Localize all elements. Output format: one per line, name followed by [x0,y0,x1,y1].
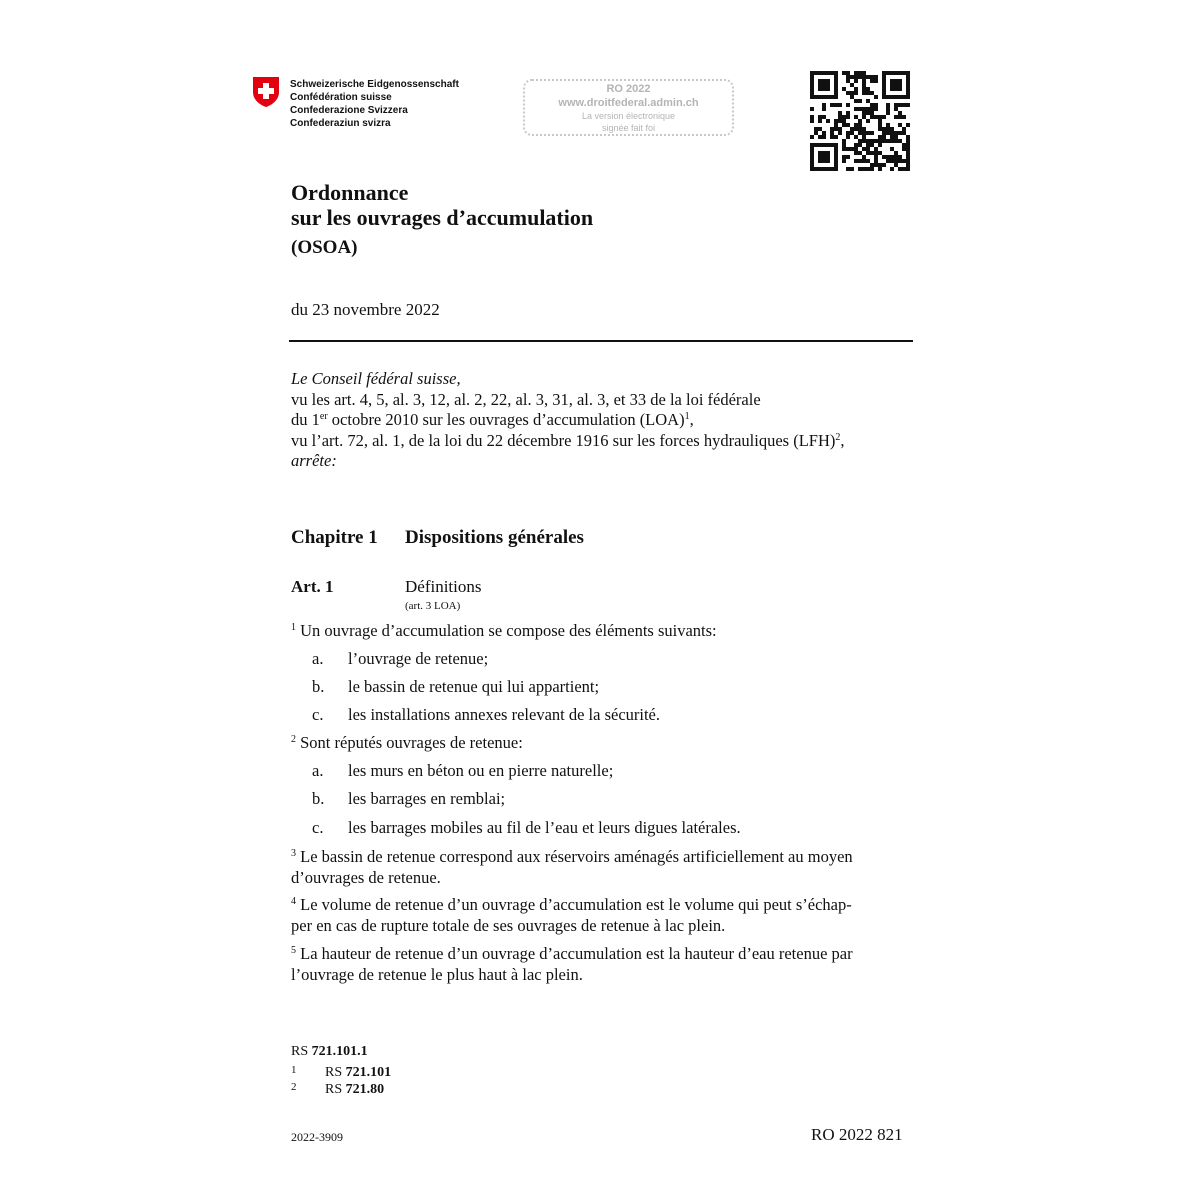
stamp-url: www.droitfederal.admin.ch [558,97,699,109]
preamble-basis-1: vu les art. 4, 5, al. 3, 12, al. 2, 22, al. 3, 31, al. 3, et 33 de la loi fédérale [291,389,761,409]
list-key: b. [312,789,325,808]
list-item [312,789,505,810]
paragraph-3 [291,847,913,888]
list-text: le bassin de retenue qui lui appartient; [348,677,600,696]
list-text: les murs en béton ou en pierre naturelle; [348,761,614,780]
document-code: 2022-3909 [291,1130,343,1144]
swiss-crest-icon [252,76,280,108]
paragraph-text-cont: d’ouvrages de retenue. [291,867,441,887]
paragraph-text-cont: per en cas de rupture totale de ses ouvrages de retenue à lac plein. [291,915,726,935]
punctuation: , [689,410,694,429]
list-item [312,677,599,698]
footnote-prefix: RS [325,1082,346,1097]
title-divider [289,340,913,342]
preamble [291,369,931,472]
preamble-basis-3 [291,431,931,452]
list-text: les barrages mobiles au fil de l’eau et leurs digues latérales. [348,818,741,837]
stamp-note-2: signée fait foi [601,123,656,133]
issuing-authority [290,78,459,130]
rs-value: 721.101.1 [311,1044,368,1059]
list-item [312,649,488,670]
footnote-prefix: RS [325,1065,346,1080]
preamble-basis-2 [291,410,931,431]
paragraph-text: Le volume de retenue d’un ouvrage d’accumulation est le volume qui peut s’échap- [296,895,852,914]
article-number: Art. 1 [291,577,334,596]
list-text: l’ouvrage de retenue; [348,649,489,668]
title-abbreviation: (OSOA) [291,237,358,258]
paragraph-number: 3 [291,848,296,859]
footnote-2 [291,1079,384,1098]
org-line-fr: Confédération suisse [290,92,392,103]
list-text: les installations annexes relevant de la sécurité. [348,705,661,724]
stamp-collection: RO 2022 [606,83,651,95]
ordinal-superscript: er [319,411,328,422]
paragraph-5 [291,944,913,985]
list-key: c. [312,705,324,724]
article-reference: (art. 3 LOA) [405,600,461,612]
punctuation: , [840,430,845,450]
list-key: a. [312,649,324,668]
preamble-basis-2-text: octobre 2010 sur les ouvrages d’accumulation (LOA) [327,410,685,429]
article-title: Définitions [405,577,482,596]
org-line-de: Schweizerische Eidgenossenschaft [290,79,459,90]
preamble-basis-2-start: du 1 [291,410,320,429]
title-line-1: Ordonnance [291,180,409,205]
list-item [312,818,741,839]
list-key: c. [312,818,324,837]
list-item [312,761,613,782]
footnote-ref-1[interactable]: 1 [684,411,690,422]
paragraph-text-cont: l’ouvrage de retenue le plus haut à lac plein. [291,964,583,984]
chapter-label: Chapitre 1 [291,527,378,548]
org-line-rm: Confederaziun svizra [290,118,391,129]
paragraph-text: Le bassin de retenue correspond aux réservoirs aménagés artificiellement au moyen [296,847,853,866]
paragraph-text: Sont réputés ouvrages de retenue: [296,733,523,752]
list-item [312,705,660,726]
org-line-it: Confederazione Svizzera [290,105,408,116]
stamp-note-1: La version électronique [581,111,676,121]
list-key: a. [312,761,324,780]
chapter-title: Dispositions générales [405,527,584,548]
list-key: b. [312,677,325,696]
chapter-heading [291,526,584,550]
page-title [291,180,593,230]
paragraph-2 [291,733,913,754]
footnote-ref[interactable]: 721.80 [345,1082,385,1097]
paragraph-text: La hauteur de retenue d’un ouvrage d’accumulation est la hauteur d’eau retenue par [296,944,853,963]
footnote-ref-2[interactable]: 2 [835,431,841,443]
footnote-ref[interactable]: 721.101 [345,1065,392,1080]
preamble-authority: Le Conseil fédéral suisse, [291,369,461,388]
qr-code-icon [810,71,910,171]
signature-stamp [523,79,734,136]
title-line-2: sur les ouvrages d’accumulation [291,205,594,230]
preamble-basis-3-text: vu l’art. 72, al. 1, de la loi du 22 décembre 1916 sur les forces hydrauliques (LFH) [291,430,836,450]
paragraph-number: 2 [291,734,296,745]
rs-number [291,1043,368,1060]
preamble-decree: arrête: [291,451,337,470]
footnote-number: 2 [291,1081,297,1093]
paragraph-number: 4 [291,896,296,907]
list-text: les barrages en remblai; [348,789,506,808]
paragraph-number: 1 [291,622,296,633]
paragraph-number: 5 [291,945,296,956]
rs-prefix: RS [291,1044,312,1059]
ro-reference: RO 2022 821 [811,1125,903,1144]
paragraph-text: Un ouvrage d’accumulation se compose des éléments suivants: [296,621,717,640]
enactment-date: du 23 novembre 2022 [291,300,440,319]
paragraph-1 [291,621,913,642]
footnote-number: 1 [291,1064,297,1076]
paragraph-4 [291,895,913,936]
